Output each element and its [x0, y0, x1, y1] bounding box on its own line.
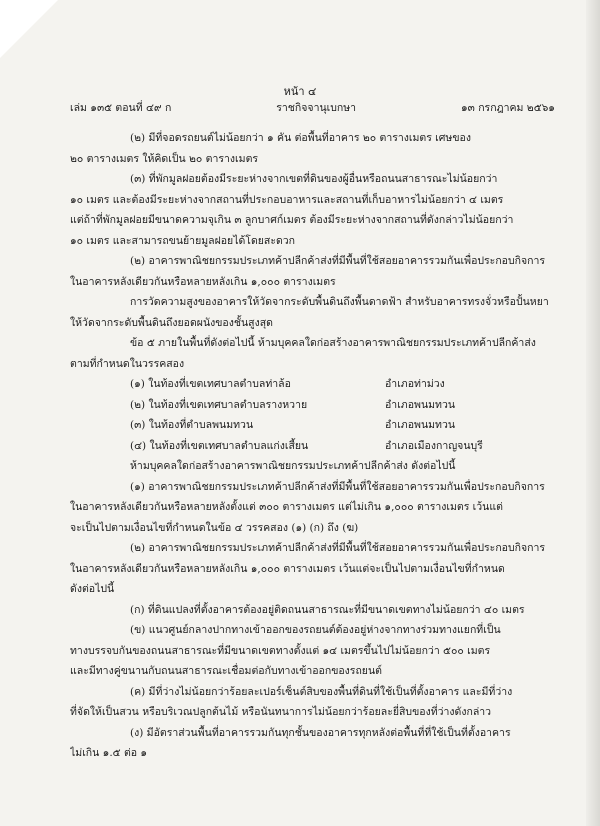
- gazette-header: [70, 99, 555, 116]
- area-district: อำเภอพนมทวน: [385, 419, 456, 431]
- paragraph-line: ไม่เกิน ๑.๕ ต่อ ๑: [70, 747, 148, 759]
- area-district: อำเภอเมืองกาญจนบุรี: [385, 439, 483, 452]
- paragraph-line: ตามที่กำหนดในวรรคสอง: [70, 357, 185, 370]
- paragraph-line: ๑๐ เมตร และต้องมีระยะห่างจากสถานที่ประกอบอาหารและสถานที่เก็บอาหารไม่น้อยกว่า ๔ เมตร: [70, 193, 504, 206]
- document-body: [70, 128, 555, 764]
- area-row: [70, 415, 555, 436]
- paragraph-line: และมีทางคู่ขนานกับถนนสาธารณะเชื่อมต่อกับทางเข้าออกของรถยนต์: [70, 665, 382, 677]
- area-name: (๒) ในท้องที่เขตเทศบาลตำบลรางหวาย: [130, 398, 308, 411]
- paragraph-line: (ก) ที่ดินแปลงที่ตั้งอาคารต้องอยู่ติดถนนสาธารณะที่มีขนาดเขตทางไม่น้อยกว่า ๔๐ เมตร: [130, 603, 525, 616]
- area-row: [70, 436, 555, 457]
- paragraph-line: ในอาคารหลังเดียวกันหรือหลายหลังเกิน ๑,๐๐๐ ตารางเมตร: [70, 275, 336, 288]
- area-name: (๑) ในท้องที่เขตเทศบาลตำบลท่าล้อ: [130, 378, 291, 390]
- paragraph-line: (๓) ที่พักมูลฝอยต้องมีระยะห่างจากเขตที่ดินของผู้อื่นหรือถนนสาธารณะไม่น้อยกว่า: [130, 173, 498, 185]
- paragraph-line: ข้อ ๕ ภายในพื้นที่ดังต่อไปนี้ ห้ามบุคคลใดก่อสร้างอาคารพาณิชยกรรมประเภทค้าปลีกค้าส่ง: [130, 337, 536, 349]
- paragraph-line: ให้วัดจากระดับพื้นดินถึงยอดผนังของชั้นสูงสุด: [70, 316, 273, 329]
- paragraph-line: ๒๐ ตารางเมตร ให้คิดเป็น ๒๐ ตารางเมตร: [70, 152, 259, 165]
- paragraph-line: ๑๐ เมตร และสามารถขนย้ายมูลฝอยได้โดยสะดวก: [70, 234, 296, 247]
- volume-issue: เล่ม ๑๓๕ ตอนที่ ๔๙ ก: [70, 102, 172, 114]
- paragraph-line: ดังต่อไปนี้: [70, 583, 115, 595]
- area-district: อำเภอพนมทวน: [385, 398, 456, 411]
- paragraph-line: ห้ามบุคคลใดก่อสร้างอาคารพาณิชยกรรมประเภทค้าปลีกค้าส่ง ดังต่อไปนี้: [130, 460, 456, 472]
- paragraph-line: ในอาคารหลังเดียวกันหรือหลายหลังเกิน ๑,๐๐๐ ตารางเมตร เว้นแต่จะเป็นไปตามเงื่อนไขที่กำหนด: [70, 562, 505, 575]
- paragraph-line: (๒) อาคารพาณิชยกรรมประเภทค้าปลีกค้าส่งที่มีพื้นที่ใช้สอยอาคารรวมกันเพื่อประกอบกิจการ: [130, 255, 546, 267]
- page-edge-shadow: [586, 0, 600, 826]
- area-district: อำเภอท่าม่วง: [385, 378, 445, 390]
- area-name: (๔) ในท้องที่เขตเทศบาลตำบลแก่งเสี้ยน: [130, 439, 309, 452]
- paragraph-line: ที่จัดให้เป็นสวน หรือบริเวณปลูกต้นไม้ หรือนันทนาการไม่น้อยกว่าร้อยละยี่สิบของที่ว่างดังกล่าว: [70, 706, 492, 718]
- paragraph-line: ทางบรรจบกันของถนนสาธารณะที่มีขนาดเขตทางตั้งแต่ ๑๔ เมตรขึ้นไปไม่น้อยกว่า ๕๐๐ เมตร: [70, 644, 491, 657]
- paragraph-line: ในอาคารหลังเดียวกันหรือหลายหลังตั้งแต่ ๓๐๐ ตารางเมตร แต่ไม่เกิน ๑,๐๐๐ ตารางเมตร เว้นแต่: [70, 501, 503, 513]
- paragraph-line: (ง) มีอัตราส่วนพื้นที่อาคารรวมกันทุกชั้นของอาคารทุกหลังต่อพื้นที่ที่ใช้เป็นที่ตั้งอาคาร: [130, 726, 511, 739]
- area-row: [70, 374, 555, 395]
- paragraph-line: แต่ถ้าที่พักมูลฝอยมีขนาดความจุเกิน ๓ ลูกบาศก์เมตร ต้องมีระยะห่างจากสถานที่ดังกล่าวไม่น้อยกว่า: [70, 214, 514, 226]
- paragraph-line: การวัดความสูงของอาคารให้วัดจากระดับพื้นดินถึงพื้นดาดฟ้า สำหรับอาคารทรงจั่วหรือปั้นหยา: [130, 296, 549, 308]
- publication-date: ๑๓ กรกฎาคม ๒๕๖๑: [461, 102, 555, 114]
- folded-corner: [0, 0, 58, 58]
- paragraph-line: (ข) แนวศูนย์กลางปากทางเข้าออกของรถยนต์ต้องอยู่ห่างจากทางร่วมทางแยกที่เป็น: [130, 624, 501, 636]
- paragraph-line: (๑) อาคารพาณิชยกรรมประเภทค้าปลีกค้าส่งที่มีพื้นที่ใช้สอยอาคารรวมกันเพื่อประกอบกิจการ: [130, 480, 545, 493]
- publication-name: ราชกิจจานุเบกษา: [276, 102, 357, 114]
- area-row: [70, 395, 555, 416]
- paragraph-line: (ค) มีที่ว่างไม่น้อยกว่าร้อยละเปอร์เซ็นต์สิบของพื้นที่ดินที่ใช้เป็นที่ตั้งอาคาร และมีที่ว่าง: [130, 685, 513, 698]
- page-number: หน้า ๔: [283, 85, 317, 98]
- paragraph-line: (๒) อาคารพาณิชยกรรมประเภทค้าปลีกค้าส่งที่มีพื้นที่ใช้สอยอาคารรวมกันเพื่อประกอบกิจการ: [130, 542, 546, 554]
- area-name: (๓) ในท้องที่ตำบลพนมทวน: [130, 419, 254, 431]
- paragraph-line: (๒) มีที่จอดรถยนต์ไม่น้อยกว่า ๑ คัน ต่อพื้นที่อาคาร ๒๐ ตารางเมตร เศษของ: [130, 132, 471, 144]
- paragraph-line: จะเป็นไปตามเงื่อนไขที่กำหนดในข้อ ๔ วรรคสอง (๑) (ก) ถึง (ฆ): [70, 521, 359, 534]
